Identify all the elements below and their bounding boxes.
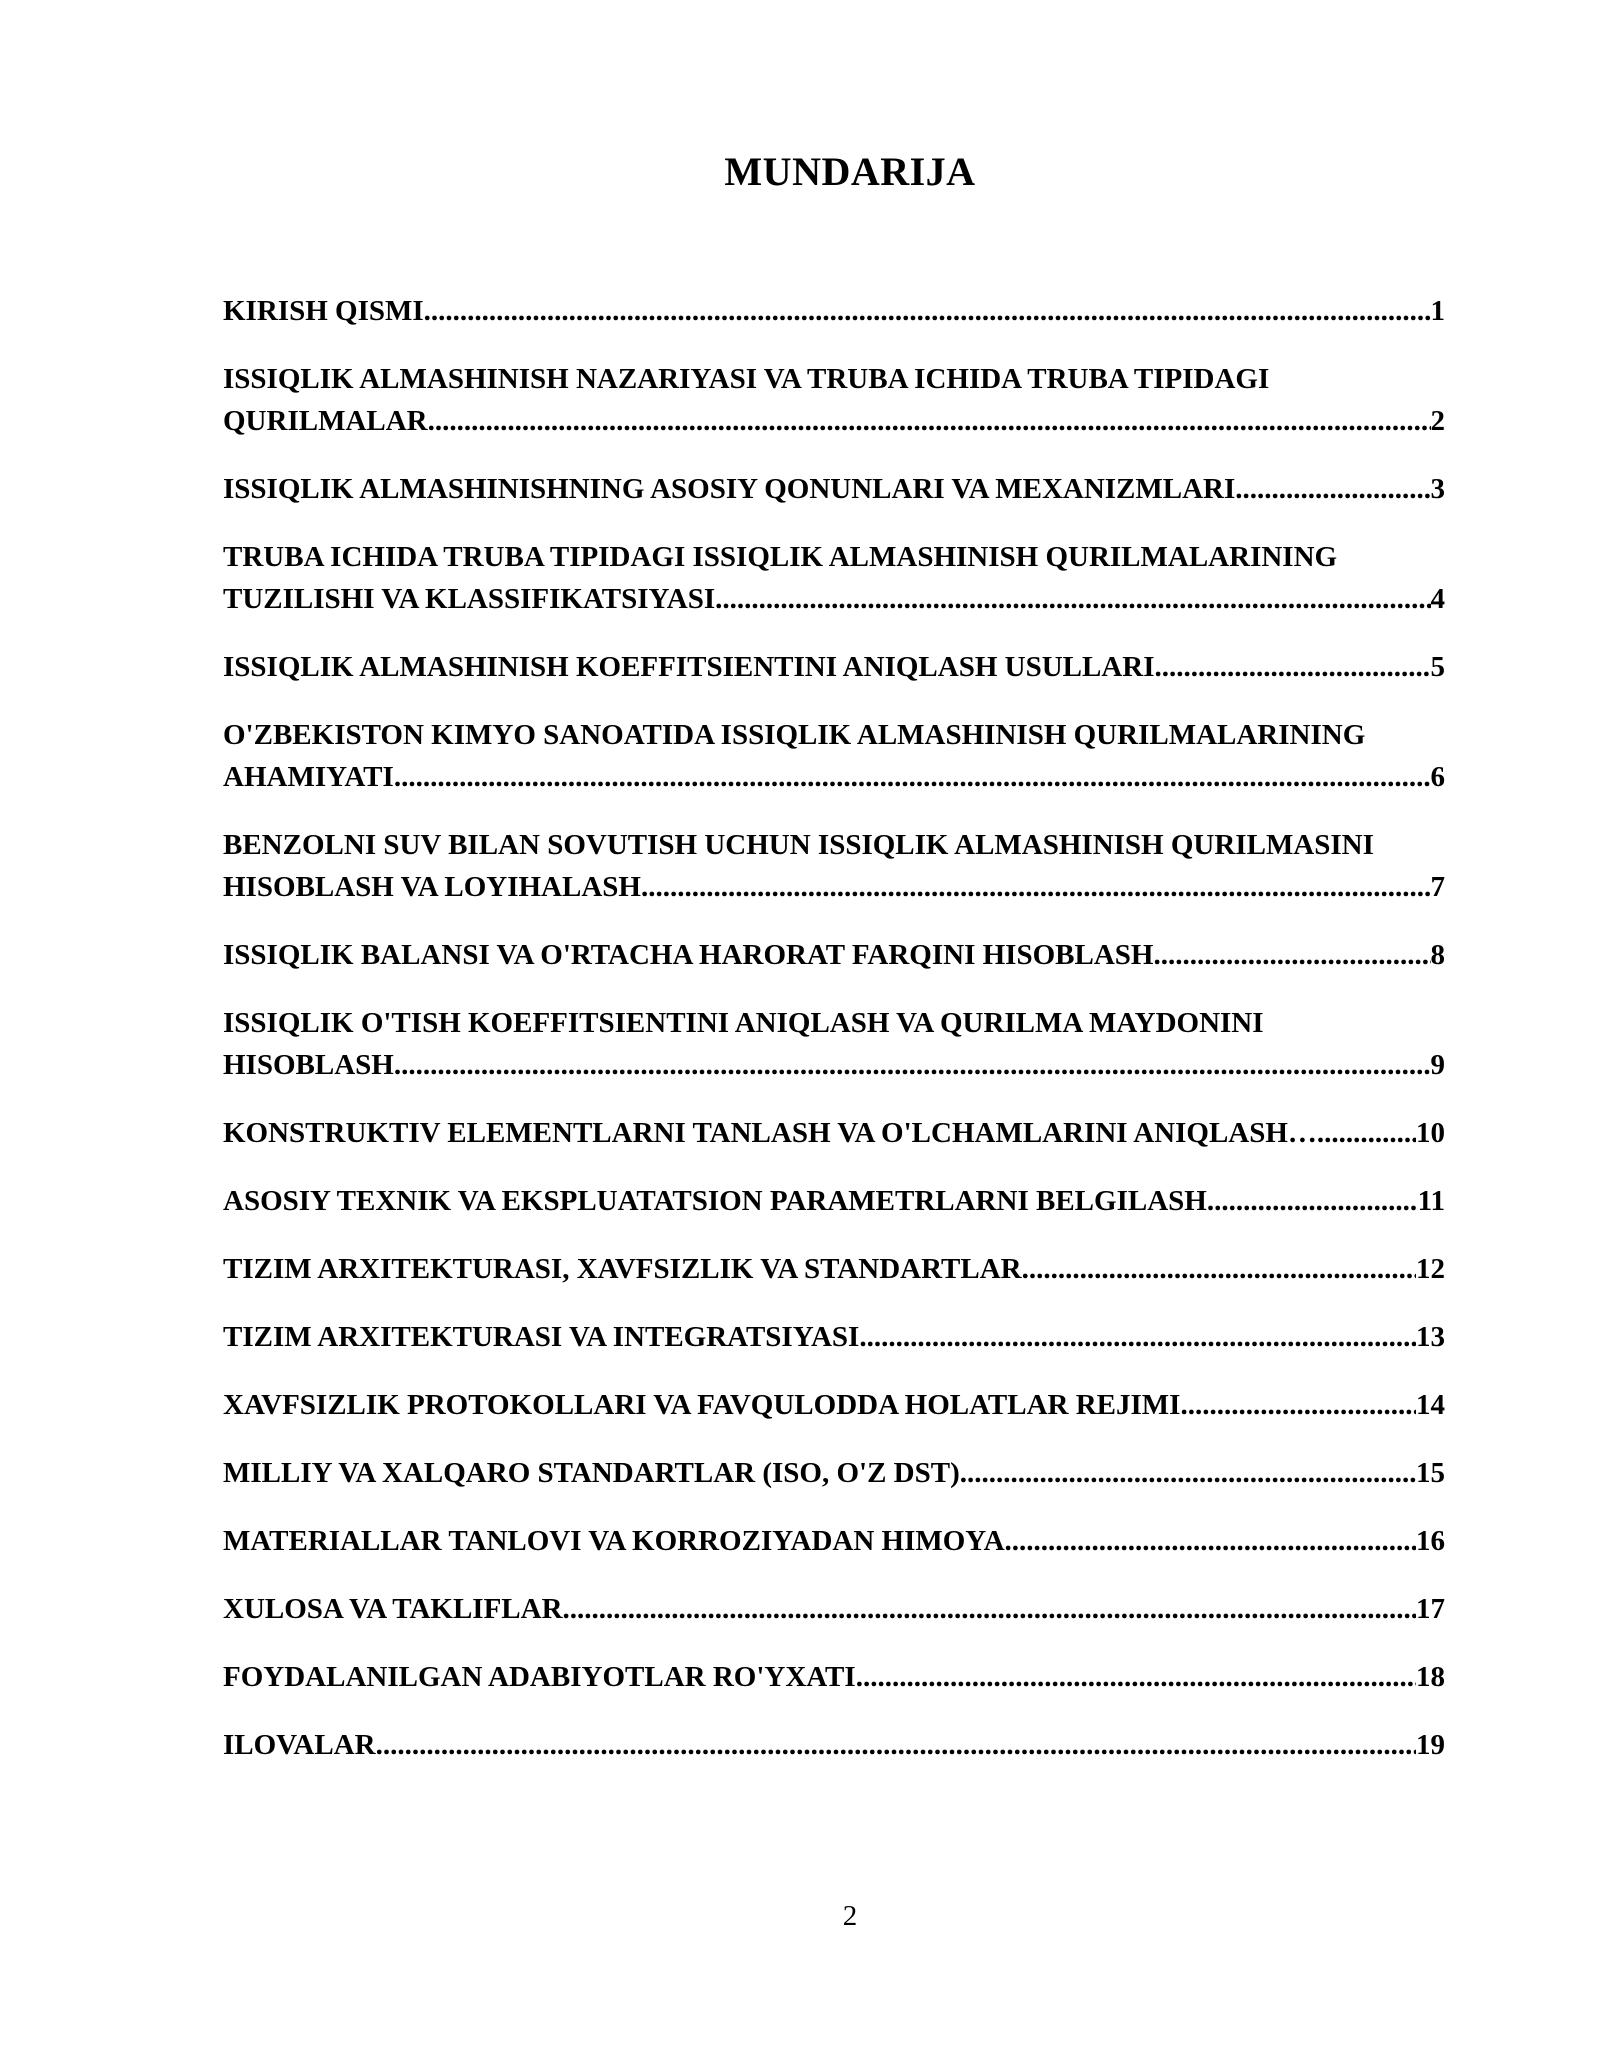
dot-leader xyxy=(859,1316,1416,1358)
toc-page-number: 8 xyxy=(1430,939,1445,971)
toc-page-number: 10 xyxy=(1416,1117,1445,1149)
dot-leader xyxy=(1153,934,1430,976)
dot-leader xyxy=(960,1452,1416,1494)
toc-entry[interactable] xyxy=(223,1248,1445,1290)
toc-entry-title: TIZIM ARXITEKTURASI VA INTEGRATSIYASI xyxy=(223,1321,860,1353)
toc-entry-last-line xyxy=(223,646,1445,688)
toc-entry-last-line xyxy=(223,1112,1445,1154)
toc-entry-title: QURILMALAR xyxy=(223,405,428,437)
toc-entry-last-line xyxy=(223,1588,1445,1630)
toc-entry-title: KONSTRUKTIV ELEMENTLARNI TANLASH VA O'LCHAMLARINI ANIQLASH… xyxy=(223,1117,1317,1149)
toc-entry-title: XULOSA VA TAKLIFLAR xyxy=(223,1593,563,1625)
toc-entry[interactable] xyxy=(223,536,1445,620)
dot-leader xyxy=(1155,646,1431,688)
toc-entry[interactable] xyxy=(223,1656,1445,1698)
toc-page-number: 11 xyxy=(1417,1185,1445,1217)
toc-entry-title: MATERIALLAR TANLOVI VA KORROZIYADAN HIMOYA xyxy=(223,1525,1005,1557)
toc-entry[interactable] xyxy=(223,1316,1445,1358)
toc-page-number: 4 xyxy=(1430,583,1445,615)
toc-entry-title: TUZILISHI VA KLASSIFIKATSIYASI xyxy=(223,583,716,615)
toc-entry[interactable] xyxy=(223,290,1445,332)
toc-entry-last-line xyxy=(223,1316,1445,1358)
toc-entry-last-line xyxy=(223,1180,1445,1222)
toc-entry-title-line: ISSIQLIK ALMASHINISH NAZARIYASI VA TRUBA ICHIDA TRUBA TIPIDAGI xyxy=(223,363,1270,395)
toc-page-number: 19 xyxy=(1416,1729,1445,1761)
toc-page-number: 2 xyxy=(1430,405,1445,437)
toc-entry-last-line xyxy=(223,468,1445,510)
toc-page-number: 6 xyxy=(1430,761,1445,793)
toc-entry[interactable] xyxy=(223,468,1445,510)
toc-page-number: 15 xyxy=(1416,1457,1445,1489)
toc-entry[interactable] xyxy=(223,358,1445,442)
toc-entry[interactable] xyxy=(223,1724,1445,1766)
page-title: MUNDARIJA xyxy=(724,149,976,194)
toc-entry-last-line xyxy=(223,1044,1445,1086)
toc-entry-title: KIRISH QISMI xyxy=(223,295,424,327)
toc-page-number: 17 xyxy=(1416,1593,1445,1625)
toc-entry-title-line: ISSIQLIK O'TISH KOEFFITSIENTINI ANIQLASH VA QURILMA MAYDONINI xyxy=(223,1007,1264,1039)
dot-leader xyxy=(1180,1384,1416,1426)
dot-leader xyxy=(856,1656,1416,1698)
toc-entry[interactable] xyxy=(223,1384,1445,1426)
toc-entry-title: ISSIQLIK ALMASHINISHNING ASOSIY QONUNLARI VA MEXANIZMLARI xyxy=(223,473,1236,505)
toc-page-number: 9 xyxy=(1430,1049,1445,1081)
toc-entry[interactable] xyxy=(223,1180,1445,1222)
toc-entry-title: HISOBLASH xyxy=(223,1049,394,1081)
dot-leader xyxy=(394,1044,1431,1086)
toc-page-number: 18 xyxy=(1416,1661,1445,1693)
toc-entry-last-line xyxy=(223,1656,1445,1698)
toc-page-number: 7 xyxy=(1430,871,1445,903)
dot-leader xyxy=(1207,1180,1418,1222)
toc-entry-title-line: TRUBA ICHIDA TRUBA TIPIDAGI ISSIQLIK ALMASHINISH QURILMALARINING xyxy=(223,541,1338,573)
toc-entry[interactable] xyxy=(223,1002,1445,1086)
toc-entry-last-line xyxy=(223,1452,1445,1494)
toc-entry-last-line xyxy=(223,1520,1445,1562)
toc-entry-last-line xyxy=(223,866,1445,908)
toc-entry[interactable] xyxy=(223,1112,1445,1154)
page-number: 2 xyxy=(842,1900,858,1932)
dot-leader xyxy=(641,866,1431,908)
toc-entry-last-line xyxy=(223,1724,1445,1766)
toc-entry-title: TIZIM ARXITEKTURASI, XAVFSIZLIK VA STANDARTLAR xyxy=(223,1253,1022,1285)
dot-leader xyxy=(1235,468,1430,510)
toc-entry-title: ISSIQLIK ALMASHINISH KOEFFITSIENTINI ANIQLASH USULLARI xyxy=(223,651,1155,683)
toc-entry-title: AHAMIYATI xyxy=(223,761,394,793)
dot-leader xyxy=(428,400,1431,442)
toc-entry-last-line xyxy=(223,1384,1445,1426)
toc-entry-title: ASOSIY TEXNIK VA EKSPLUATATSION PARAMETRLARNI BELGILASH xyxy=(223,1185,1207,1217)
toc-entry-last-line xyxy=(223,400,1445,442)
dot-leader xyxy=(563,1588,1416,1630)
dot-leader xyxy=(1005,1520,1416,1562)
toc-entry[interactable] xyxy=(223,1520,1445,1562)
toc-entry-title-line: O'ZBEKISTON KIMYO SANOATIDA ISSIQLIK ALMASHINISH QURILMALARINING xyxy=(223,719,1366,751)
toc-page-number: 14 xyxy=(1416,1389,1445,1421)
dot-leader xyxy=(376,1724,1416,1766)
toc-entry[interactable] xyxy=(223,714,1445,798)
table-of-contents xyxy=(223,290,1445,1792)
toc-entry-last-line xyxy=(223,1248,1445,1290)
toc-entry[interactable] xyxy=(223,1588,1445,1630)
toc-page-number: 13 xyxy=(1416,1321,1445,1353)
toc-entry-last-line xyxy=(223,578,1445,620)
dot-leader xyxy=(1022,1248,1416,1290)
dot-leader xyxy=(1317,1112,1416,1154)
toc-entry-last-line xyxy=(223,290,1445,332)
dot-leader xyxy=(715,578,1430,620)
toc-entry-title: MILLIY VA XALQARO STANDARTLAR (ISO, O'Z DST) xyxy=(223,1457,960,1489)
toc-page-number: 1 xyxy=(1430,295,1445,327)
toc-entry-title: XAVFSIZLIK PROTOKOLLARI VA FAVQULODDA HOLATLAR REJIMI xyxy=(223,1389,1181,1421)
toc-entry-title: FOYDALANILGAN ADABIYOTLAR RO'YXATI xyxy=(223,1661,856,1693)
toc-entry-last-line xyxy=(223,934,1445,976)
toc-page-number: 12 xyxy=(1416,1253,1445,1285)
toc-page-number: 16 xyxy=(1416,1525,1445,1557)
dot-leader xyxy=(394,756,1431,798)
dot-leader xyxy=(424,290,1431,332)
toc-entry-title: ISSIQLIK BALANSI VA O'RTACHA HARORAT FARQINI HISOBLASH xyxy=(223,939,1154,971)
toc-entry-title: HISOBLASH VA LOYIHALASH xyxy=(223,871,641,903)
toc-entry-last-line xyxy=(223,756,1445,798)
toc-page-number: 5 xyxy=(1430,651,1445,683)
toc-entry[interactable] xyxy=(223,646,1445,688)
toc-entry[interactable] xyxy=(223,824,1445,908)
toc-page-number: 3 xyxy=(1430,473,1445,505)
toc-entry-title-line: BENZOLNI SUV BILAN SOVUTISH UCHUN ISSIQLIK ALMASHINISH QURILMASINI xyxy=(223,829,1374,861)
toc-entry[interactable] xyxy=(223,934,1445,976)
toc-entry[interactable] xyxy=(223,1452,1445,1494)
toc-entry-title: ILOVALAR xyxy=(223,1729,376,1761)
